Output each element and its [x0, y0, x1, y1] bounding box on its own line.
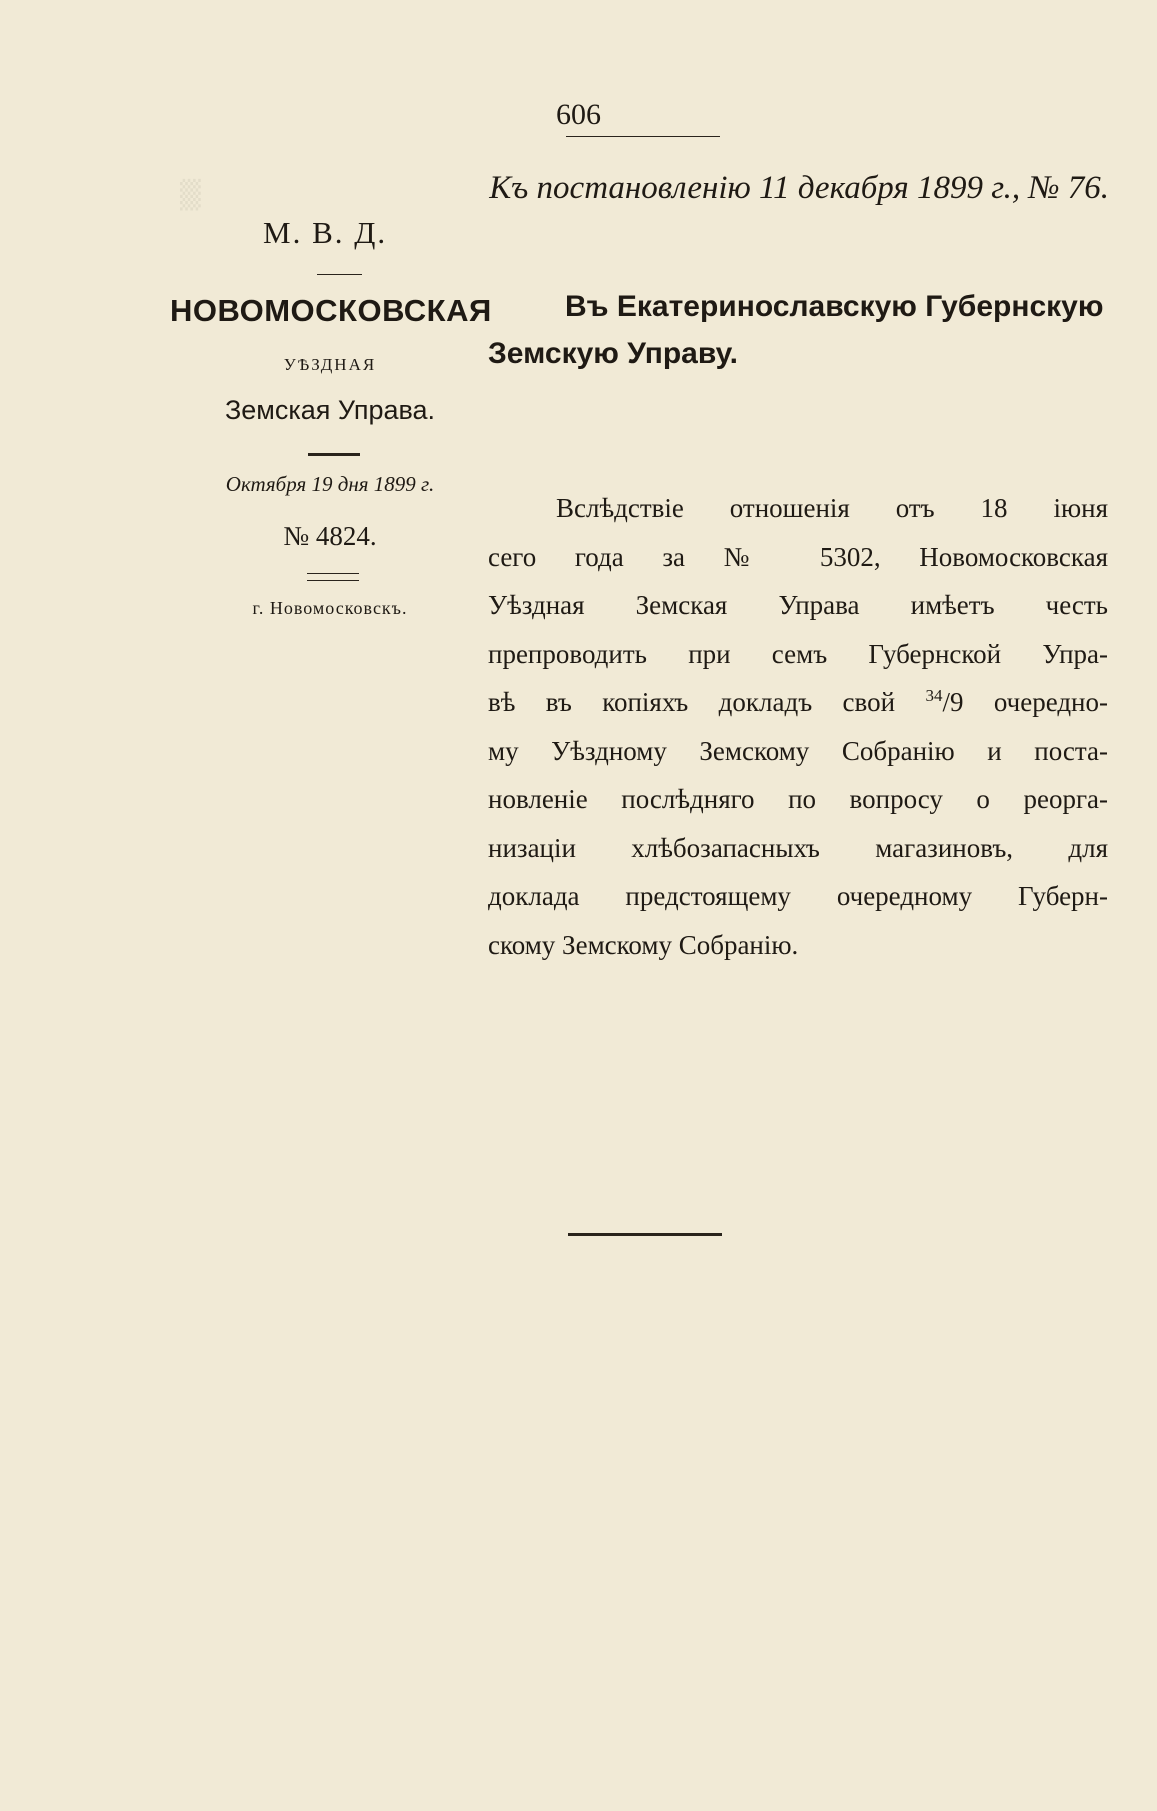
show-through-bleed: ▒ [180, 180, 201, 211]
closing-rule [568, 1233, 722, 1236]
sender-name: НОВОМОСКОВСКАЯ [170, 293, 492, 328]
sender-type: УѢЗДНАЯ [283, 355, 377, 374]
body-line: новленіе послѣдняго по вопросу о реорга- [488, 784, 1108, 814]
body-line: му Уѣздному Земскому Собранію и поста- [488, 735, 1108, 766]
page-number: 606 [556, 98, 601, 131]
sender-divider [308, 453, 360, 456]
body-line: доклада предстоящему очередному Губерн- [488, 881, 1108, 911]
body-line-fraction [488, 678, 1108, 727]
body-line: Уѣздная Земская Управа имѣетъ честь [488, 590, 1108, 620]
sender-board: Земская Управа. [224, 395, 436, 425]
outgoing-place: г. Новомосковскъ. [252, 598, 408, 618]
body-line: препроводить при семъ Губернской Упра- [488, 638, 1108, 669]
body-line: низаціи хлѣбозапасныхъ магазиновъ, для [488, 832, 1108, 863]
outgoing-number: № 4824. [283, 521, 377, 551]
header-reference: Къ постановленію 11 декабря 1899 г., № 76. [489, 170, 1109, 206]
body-line: сего года за № 5302, Новомосковская [488, 541, 1108, 572]
outgoing-date: Октября 19 дня 1899 г. [225, 472, 435, 496]
page-number-rule [566, 136, 720, 137]
number-double-rule-top [307, 573, 359, 574]
ministry-rule [317, 274, 362, 275]
body-text-fragment: вѣ въ копіяхъ докладъ свой [488, 687, 896, 717]
ministry-label: М. В. Д. [263, 215, 388, 250]
addressee-line-2: Земскую Управу. [488, 337, 738, 370]
body-line: скому Земскому Собранію. [488, 929, 799, 960]
addressee-line-1: Въ Екатеринославскую Губернскую [565, 290, 1104, 323]
letter-body [488, 484, 1108, 969]
number-double-rule-bottom [307, 580, 359, 581]
body-line: Вслѣдствіе отношенія отъ 18 іюня [556, 493, 1108, 523]
fraction-numerator: 34 [925, 686, 943, 705]
body-text-fragment: /9 очередно- [942, 687, 1108, 717]
